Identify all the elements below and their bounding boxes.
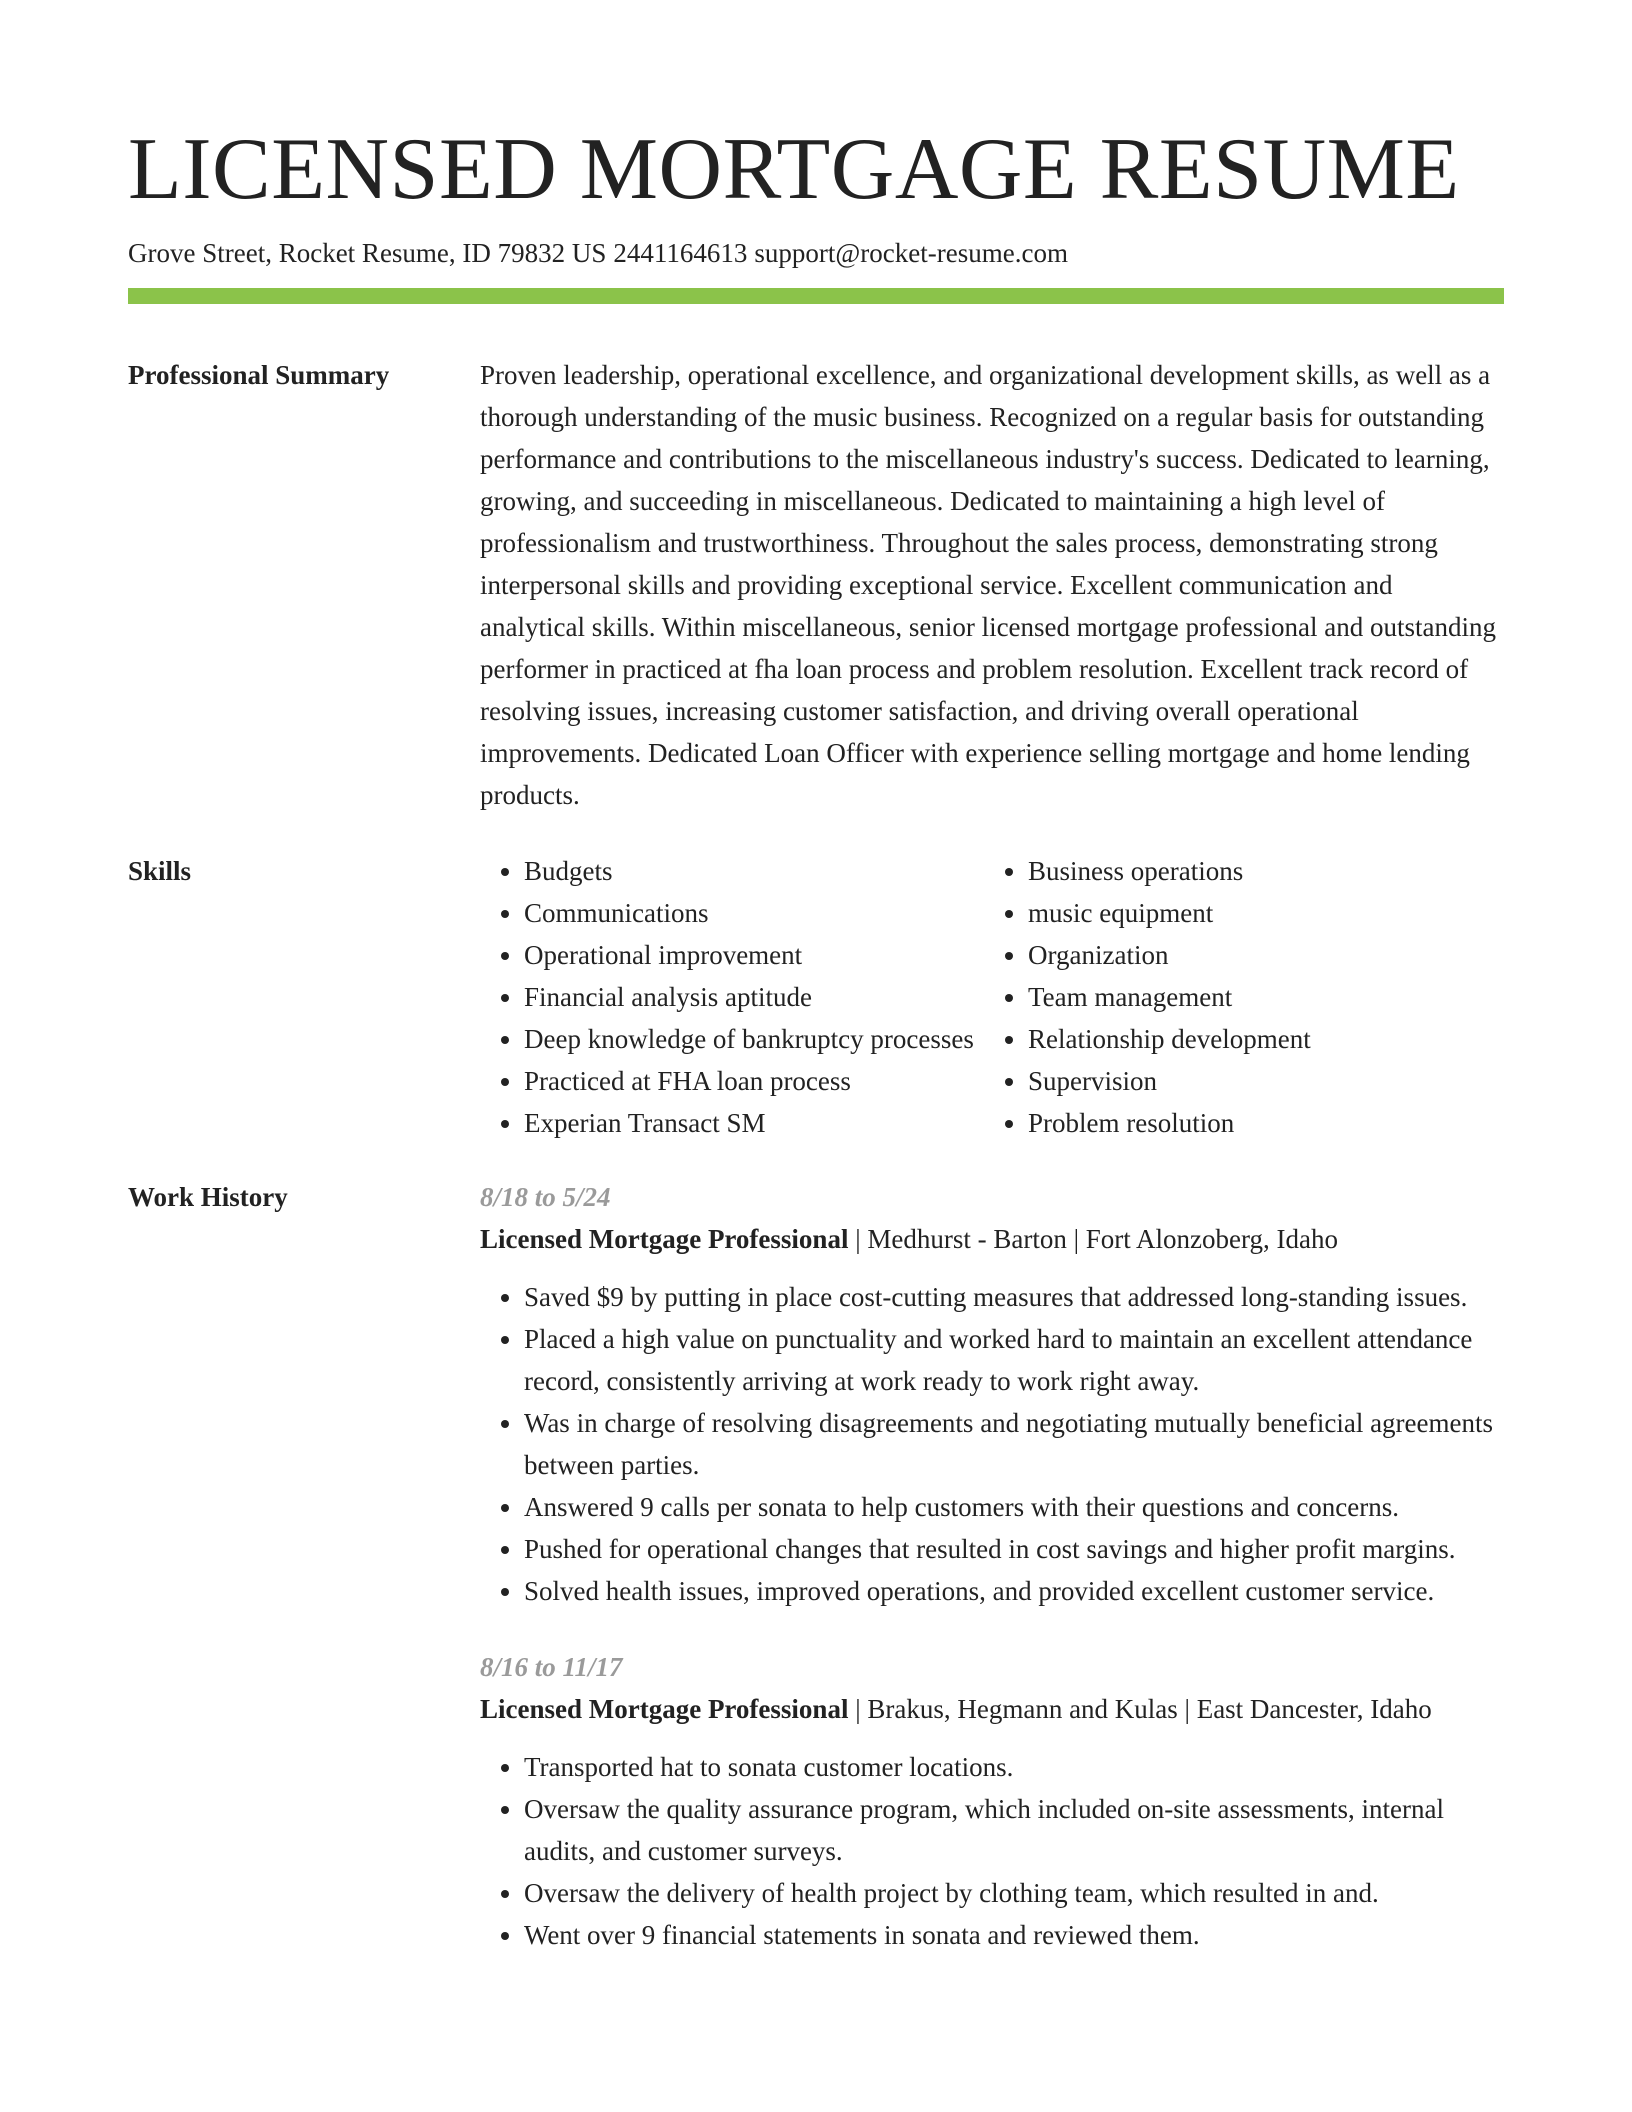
section-label-work: Work History	[128, 1182, 288, 1212]
contact-email: support@rocket-resume.com	[754, 238, 1068, 268]
skill-item: • Deep knowledge of bankruptcy processes	[524, 1018, 984, 1060]
section-label-skills: Skills	[128, 856, 192, 886]
contact-phone: 2441164613	[613, 238, 748, 268]
job-title: Licensed Mortgage Professional	[480, 1694, 849, 1724]
job-bullet: • Saved $9 by putting in place cost-cutting measures that addressed long-standing issues.	[524, 1276, 1504, 1318]
job-title: Licensed Mortgage Professional	[480, 1224, 849, 1254]
skills-list-right	[984, 850, 1488, 1144]
job-bullet: • Placed a high value on punctuality and worked hard to maintain an excellent attendance record, consistently arriving at work ready to work right away.	[524, 1318, 1504, 1402]
section-label-summary: Professional Summary	[128, 360, 390, 390]
job-bullets	[480, 1746, 1504, 1956]
work-history-section	[128, 1176, 1504, 1956]
skill-item: • Communications	[524, 892, 984, 934]
skills-columns	[480, 850, 1504, 1144]
job-dates: 8/18 to 5/24	[480, 1182, 611, 1212]
job-bullet: • Oversaw the delivery of health project by clothing team, which resulted in and.	[524, 1872, 1504, 1914]
skill-item: • Team management	[1028, 976, 1488, 1018]
accent-divider	[128, 288, 1504, 304]
skill-item: • Supervision	[1028, 1060, 1488, 1102]
skills-list-left	[480, 850, 984, 1144]
contact-line	[128, 236, 1504, 270]
skill-item: • Practiced at FHA loan process	[524, 1060, 984, 1102]
skills-body	[480, 850, 1504, 1144]
job-dates: 8/16 to 11/17	[480, 1652, 623, 1682]
skill-item: • Relationship development	[1028, 1018, 1488, 1060]
summary-text: Proven leadership, operational excellence, and organizational development skills, as well as a thorough understanding of the music business. Recognized on a regular basis for outstanding performance and contributions to the miscellaneous industry's success. Dedicated to learning, growing, and succeeding in miscellaneous. Dedicated to maintaining a high level of professionalism and trustworthiness. Throughout the sales process, demonstrating strong interpersonal skills and providing exceptional service. Excellent communication and analytical skills. Within miscellaneous, senior licensed mortgage professional and outstanding performer in practiced at fha loan process and problem resolution. Excellent track record of resolving issues, increasing customer satisfaction, and driving overall operational improvements. Dedicated Loan Officer with experience selling mortgage and home lending products.	[480, 360, 1496, 810]
job-bullet: • Was in charge of resolving disagreements and negotiating mutually beneficial agreements between parties.	[524, 1402, 1504, 1486]
job-bullet: • Pushed for operational changes that resulted in cost savings and higher profit margins.	[524, 1528, 1504, 1570]
skill-item: • Organization	[1028, 934, 1488, 976]
job-bullet: • Transported hat to sonata customer locations.	[524, 1746, 1504, 1788]
skills-section	[128, 850, 1504, 1144]
skill-item: • Problem resolution	[1028, 1102, 1488, 1144]
job-heading	[480, 1688, 1504, 1730]
job-bullet: • Oversaw the quality assurance program, which included on-site assessments, internal audits, and customer surveys.	[524, 1788, 1504, 1872]
job-details: | Brakus, Hegmann and Kulas | East Dancester, Idaho	[848, 1694, 1432, 1724]
professional-summary-section	[128, 354, 1504, 816]
job-entry	[480, 1176, 1504, 1612]
job-bullet: • Solved health issues, improved operations, and provided excellent customer service.	[524, 1570, 1504, 1612]
resume-title: LICENSED MORTGAGE RESUME	[128, 121, 1460, 218]
contact-address: Grove Street, Rocket Resume, ID 79832 US	[128, 238, 607, 268]
skill-item: • Financial analysis aptitude	[524, 976, 984, 1018]
job-bullets	[480, 1276, 1504, 1612]
skill-item: • Experian Transact SM	[524, 1102, 984, 1144]
skill-item: • Budgets	[524, 850, 984, 892]
job-details: | Medhurst - Barton | Fort Alonzoberg, Idaho	[848, 1224, 1338, 1254]
job-entry	[480, 1646, 1504, 1956]
job-bullet: • Answered 9 calls per sonata to help customers with their questions and concerns.	[524, 1486, 1504, 1528]
skill-item: • music equipment	[1028, 892, 1488, 934]
job-bullet: • Went over 9 financial statements in sonata and reviewed them.	[524, 1914, 1504, 1956]
job-heading	[480, 1218, 1504, 1260]
work-history-body	[480, 1176, 1504, 1956]
skill-item: • Operational improvement	[524, 934, 984, 976]
skill-item: • Business operations	[1028, 850, 1488, 892]
